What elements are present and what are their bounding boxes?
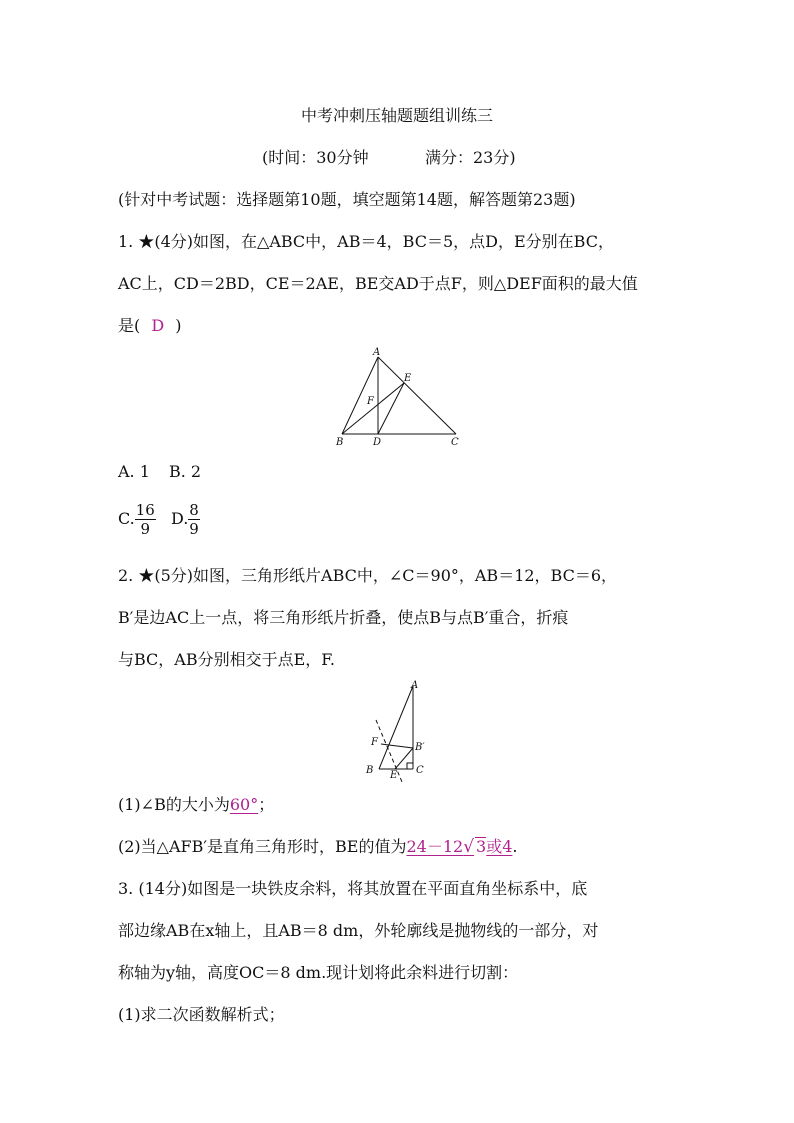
q1-label-F: F <box>367 396 374 407</box>
q1-option-d-label: D. <box>170 509 189 528</box>
q3-line2: 部边缘AB在x轴上，且AB＝8 dm，外轮廓线是抛物线的一部分，对 <box>118 921 599 940</box>
total-score: 满分：23分) <box>425 148 516 167</box>
q1-option-c-fraction <box>135 501 156 538</box>
q2-label-Bp: B′ <box>415 742 425 753</box>
q2-part2-answer-a: 24－12 <box>406 837 464 856</box>
q2-part1-answer: 60° <box>229 795 259 814</box>
q2-seg-EBp <box>395 748 413 769</box>
q1-option-c-numerator: 16 <box>135 501 155 519</box>
q2-seg-FBp <box>381 744 413 748</box>
q1-bracket-close: ) <box>175 316 182 335</box>
q3-line1: 3. (14分)如图是一块铁皮余料，将其放置在平面直角坐标系中，底 <box>118 879 588 898</box>
q1-option-d-numerator: 8 <box>189 501 199 519</box>
q2-label-C: C <box>416 765 424 776</box>
q2-right-angle-mark <box>407 763 413 769</box>
q2-line1: 2. ★(5分)如图，三角形纸片ABC中，∠C＝90°，AB＝12，BC＝6， <box>118 566 618 585</box>
q1-seg-DE <box>378 383 404 434</box>
q1-label-D: D <box>373 437 382 448</box>
q1-option-c-denominator: 9 <box>140 520 151 538</box>
q2-part2-answer-root: 3 <box>476 837 487 856</box>
page-title: 中考冲刺压轴题题组训练三 <box>300 106 493 125</box>
q1-line1: 1. ★(4分)如图，在△ABC中，AB＝4，BC＝5，点D，E分别在BC， <box>118 232 614 251</box>
q1-line3 <box>118 315 182 337</box>
time-limit: (时间：30分钟 <box>262 148 369 167</box>
q1-figure <box>330 345 470 450</box>
q1-option-c-label: C. <box>118 509 135 528</box>
q1-option-b: B. 2 <box>169 462 202 481</box>
radical-sign: √ <box>463 837 475 857</box>
q1-label-B: B <box>336 437 344 448</box>
q2-label-B: B <box>366 765 374 776</box>
q2-seg-AB <box>379 686 413 769</box>
q2-label-F: F <box>371 737 378 748</box>
q1-options-ab <box>118 461 201 483</box>
q2-fold-line <box>376 720 402 782</box>
q2-part2-suffix: . <box>512 837 518 856</box>
q1-label-C: C <box>451 437 459 448</box>
q1-seg-BE <box>342 383 404 434</box>
q2-figure <box>360 676 440 786</box>
q2-part1-text: (1)∠B的大小为 <box>118 795 230 814</box>
q2-part2-text: (2)当△AFB′是直角三角形时，BE的值为 <box>118 837 407 856</box>
q1-options-cd <box>118 500 200 538</box>
q1-option-a: A. 1 <box>118 462 150 481</box>
q2-label-A: A <box>411 680 419 691</box>
q1-label-A: A <box>373 347 381 358</box>
q1-option-d-fraction <box>188 501 200 538</box>
q1-bracket-open: 是( <box>118 316 141 335</box>
q1-label-E: E <box>404 373 412 384</box>
q2-line3: 与BC，AB分别相交于点E，F. <box>118 650 335 669</box>
q2-label-E: E <box>390 770 398 781</box>
q2-part2-answer <box>406 837 512 856</box>
q2-part2-answer-b: 或4 <box>486 837 513 856</box>
q2-part2 <box>118 836 518 858</box>
q3-part1: (1)求二次函数解析式； <box>118 1005 285 1024</box>
q2-part1 <box>118 794 274 816</box>
q2-line2: B′是边AC上一点，将三角形纸片折叠，使点B与点B′重合，折痕 <box>118 608 569 627</box>
q1-line2: AC上，CD＝2BD，CE＝2AE，BE交AD于点F，则△DEF面积的最大值 <box>118 274 638 293</box>
q1-seg-AC <box>378 357 456 434</box>
q1-answer: D <box>151 316 165 335</box>
exam-note: (针对中考试题：选择题第10题，填空题第14题，解答题第23题) <box>118 190 576 209</box>
q2-part1-suffix: ； <box>258 795 275 814</box>
q1-option-d-denominator: 9 <box>189 520 199 538</box>
q3-line3: 称轴为y轴，高度OC＝8 dm.现计划将此余料进行切割： <box>118 963 519 982</box>
